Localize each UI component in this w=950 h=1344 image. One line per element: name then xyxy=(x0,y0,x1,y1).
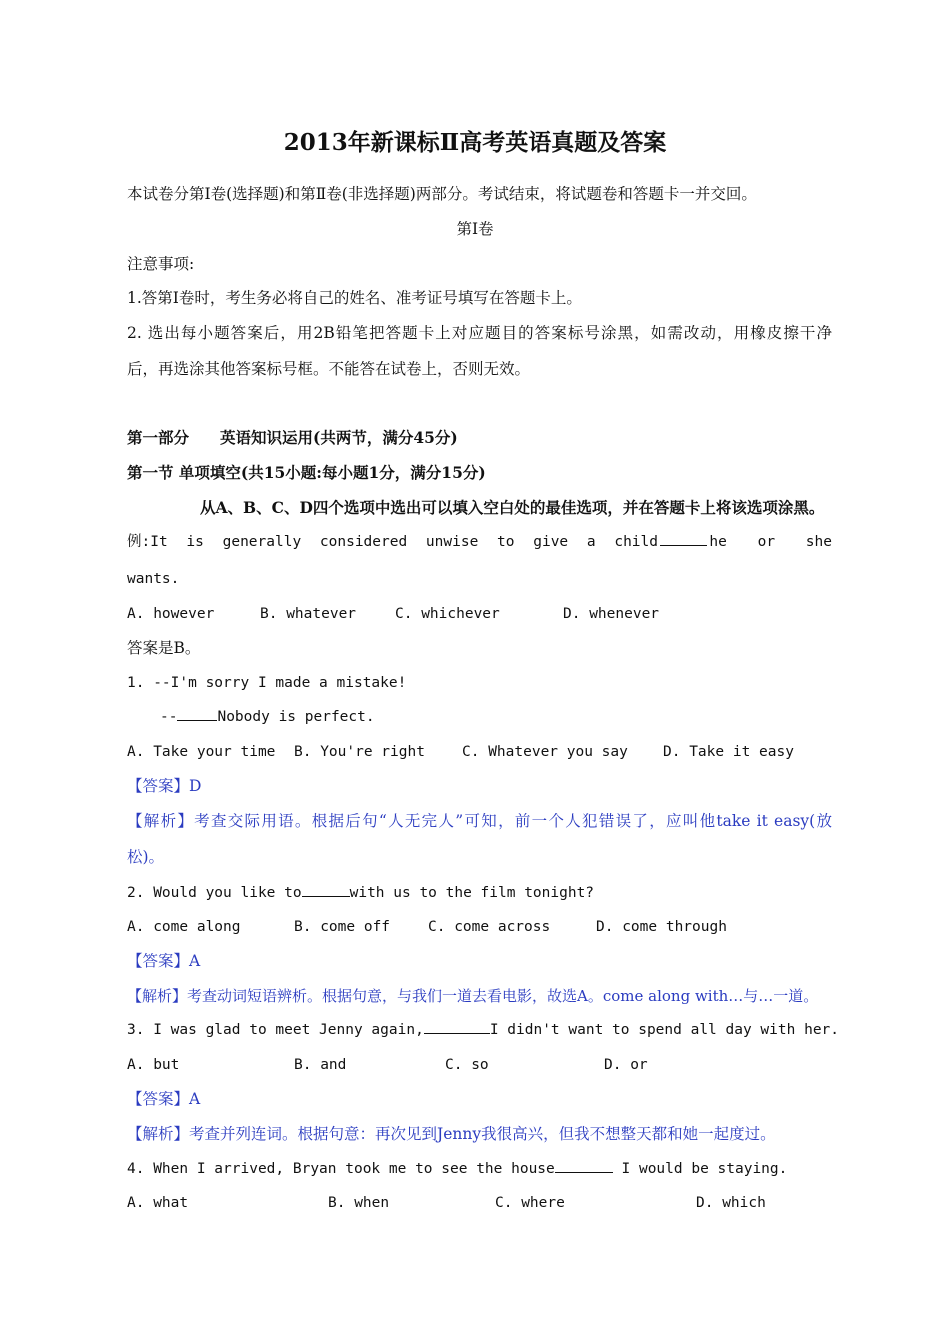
q4-option-d: D. which xyxy=(696,1195,766,1211)
q2-stem-a: 2. Would you like to xyxy=(127,885,302,901)
q3-blank xyxy=(424,1019,490,1034)
intro-text: 本试卷分第Ⅰ卷(选择题)和第Ⅱ卷(非选择题)两部分。考试结束，将试题卷和答题卡一并交回。 xyxy=(127,185,757,203)
example-option-d: D. whenever xyxy=(563,606,660,622)
note-2-line-1: 2. 选出每小题答案后，用2B铅笔把答题卡上对应题目的答案标号涂黑，如需改动，用橡皮擦干净 xyxy=(127,324,832,342)
q1-reply-text: Nobody is perfect. xyxy=(217,709,375,725)
page-title: 2013年新课标Ⅱ高考英语真题及答案 xyxy=(283,129,667,156)
example-stem-b: he or she xyxy=(709,534,832,550)
q2-option-a: A. come along xyxy=(127,919,241,935)
q4-option-c: C. where xyxy=(495,1195,565,1211)
notes-heading: 注意事项: xyxy=(127,255,195,273)
q1-option-c: C. Whatever you say xyxy=(462,744,628,760)
q3-answer: 【答案】A xyxy=(127,1090,201,1108)
example-answer: 答案是B。 xyxy=(127,639,201,657)
q3-option-c: C. so xyxy=(445,1057,489,1073)
q1-option-b: B. You're right xyxy=(294,744,425,760)
section1-heading: 第一节 单项填空(共15小题:每小题1分，满分15分) xyxy=(127,463,486,482)
q1-analysis-line-2: 松)。 xyxy=(127,848,165,866)
q2-option-b: B. come off xyxy=(294,919,391,935)
q4-blank xyxy=(555,1158,613,1173)
q1-option-d: D. Take it easy xyxy=(663,744,794,760)
q1-reply xyxy=(160,706,375,728)
example-stem-a: 例:It is generally considered unwise to give a child xyxy=(127,534,658,550)
q1-option-a: A. Take your time xyxy=(127,744,276,760)
q3-stem-b: I didn't want to spend all day with her. xyxy=(489,1022,840,1038)
q1-stem: 1. --I'm sorry I made a mistake! xyxy=(127,675,407,691)
q2-answer: 【答案】A xyxy=(127,952,201,970)
example-option-a: A. however xyxy=(127,606,215,622)
q4-stem-a: 4. When I arrived, Bryan took me to see the house xyxy=(127,1161,555,1177)
example-blank xyxy=(660,531,707,546)
q3-option-d: D. or xyxy=(604,1057,648,1073)
q2-stem-b: with us to the film tonight? xyxy=(349,885,595,901)
q4-option-b: B. when xyxy=(328,1195,390,1211)
q3-option-a: A. but xyxy=(127,1057,180,1073)
q2-analysis: 【解析】考查动词短语辨析。根据句意，与我们一道去看电影，故选A。come along with…与…一道。 xyxy=(127,987,819,1005)
q4-stem xyxy=(127,1158,787,1180)
q4-stem-b: I would be staying. xyxy=(621,1161,788,1177)
example-line-2: wants. xyxy=(127,571,180,587)
q3-stem xyxy=(127,1019,839,1041)
q3-analysis: 【解析】考查并列连词。根据句意：再次见到Jenny我很高兴，但我不想整天都和她一起度过。 xyxy=(127,1125,776,1143)
note-1: 1.答第Ⅰ卷时，考生务必将自己的姓名、准考证号填写在答题卡上。 xyxy=(127,289,582,307)
q2-option-c: C. come across xyxy=(428,919,551,935)
section1-instruction: 从A、B、C、D四个选项中选出可以填入空白处的最佳选项，并在答题卡上将该选项涂黑。 xyxy=(200,498,825,517)
q2-option-d: D. come through xyxy=(596,919,727,935)
note-2-line-2: 后，再选涂其他答案标号框。不能答在试卷上，否则无效。 xyxy=(127,360,531,378)
q4-option-a: A. what xyxy=(127,1195,189,1211)
q1-blank xyxy=(177,706,217,721)
q1-reply-dash: -- xyxy=(160,709,178,725)
q1-analysis-line-1: 【解析】考查交际用语。根据后句“人无完人”可知，前一个人犯错误了，应叫他take it easy(放 xyxy=(127,812,832,830)
example-option-b: B. whatever xyxy=(260,606,357,622)
q3-stem-a: 3. I was glad to meet Jenny again, xyxy=(127,1022,424,1038)
q2-blank xyxy=(302,882,350,897)
part1-heading: 第一部分 英语知识运用(共两节，满分45分) xyxy=(127,428,458,447)
q2-stem xyxy=(127,882,594,904)
example-option-c: C. whichever xyxy=(395,606,500,622)
example-line-1 xyxy=(127,531,832,553)
q3-option-b: B. and xyxy=(294,1057,347,1073)
q1-answer: 【答案】D xyxy=(127,777,202,795)
volume-label: 第Ⅰ卷 xyxy=(456,220,494,238)
